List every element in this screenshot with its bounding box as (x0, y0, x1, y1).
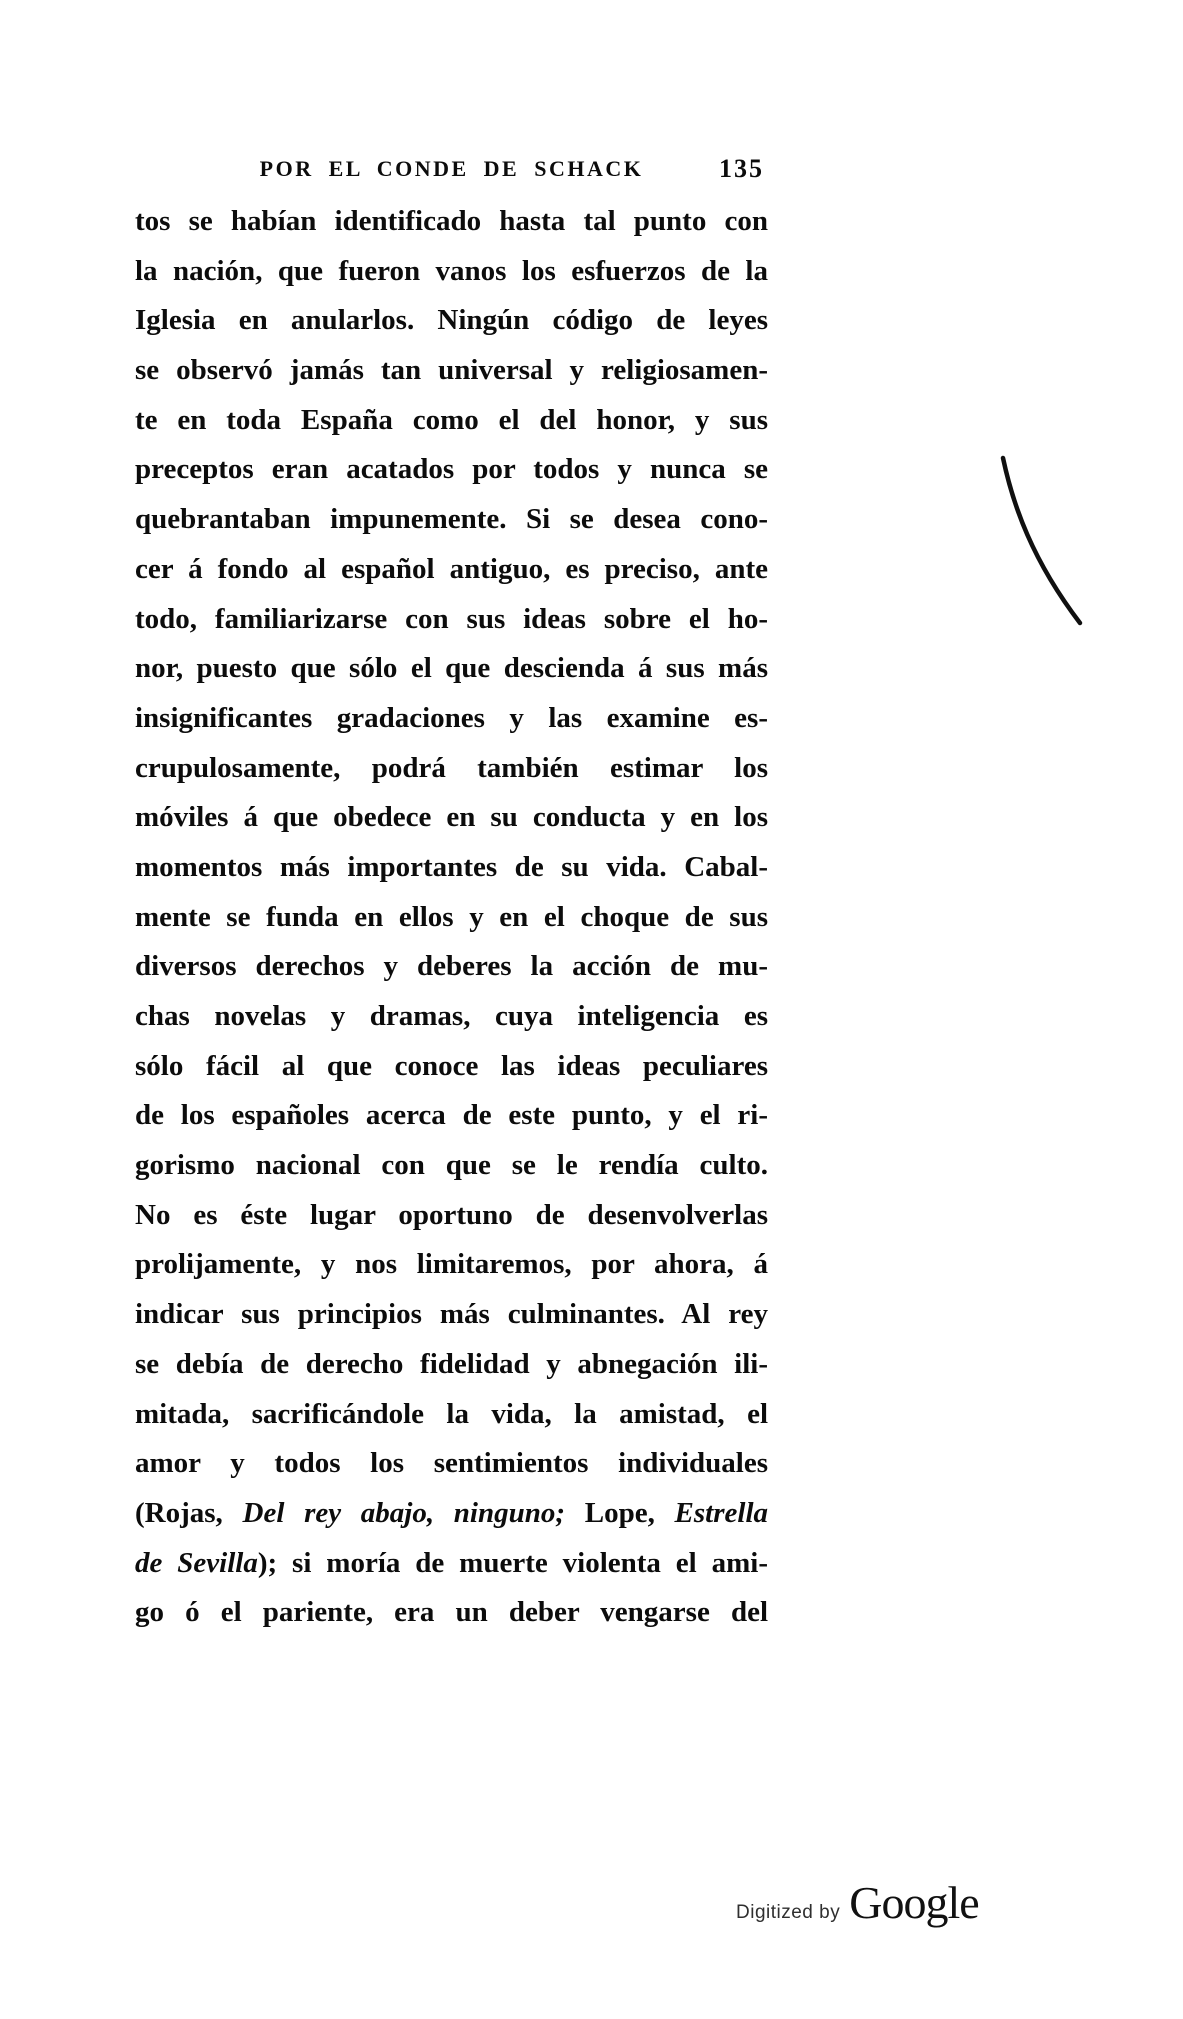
text-line (135, 1191, 768, 1241)
text-line (135, 445, 768, 495)
page-header (135, 156, 768, 186)
text-line (135, 1141, 768, 1191)
google-watermark (736, 1876, 979, 1929)
body-text-segment: momentos más importantes de su vida. Cabal- (135, 850, 768, 883)
text-line (135, 396, 768, 446)
body-text-segment: quebrantaban impunemente. Si se desea cono- (135, 503, 768, 536)
text-line (135, 1588, 768, 1638)
body-text-segment: (Rojas, (135, 1496, 243, 1529)
digitized-by-label: Digitized by (736, 1902, 841, 1923)
text-line (135, 992, 768, 1042)
body-text-segment: insignificantes gradaciones y las examine es- (135, 701, 768, 734)
body-text-segment: gorismo nacional con que se le rendía culto. (135, 1149, 768, 1182)
body-text-segment: No es éste lugar oportuno de desenvolverlas (135, 1198, 768, 1231)
text-line (135, 1290, 768, 1340)
running-title: POR EL CONDE DE SCHACK (259, 156, 644, 181)
text-line (135, 893, 768, 943)
text-line (135, 744, 768, 794)
body-text-segment: te en toda España como el del honor, y sus (135, 403, 768, 436)
text-line (135, 694, 768, 744)
body-text-segment: preceptos eran acatados por todos y nunca se (135, 453, 768, 486)
body-text-segment: go ó el pariente, era un deber vengarse del (135, 1596, 768, 1629)
google-logo-text: Google (849, 1877, 979, 1928)
italic-title-text: de Sevilla (135, 1546, 258, 1579)
body-text-segment: crupulosamente, podrá también estimar los (135, 751, 768, 784)
body-text-segment: de los españoles acerca de este punto, y el ri- (135, 1099, 768, 1132)
body-text-segment: se observó jamás tan universal y religiosamen- (135, 354, 768, 387)
text-line (135, 595, 768, 645)
body-text-segment: mente se funda en ellos y en el choque de sus (135, 900, 768, 933)
body-text-segment: nor, puesto que sólo el que descienda á sus más (135, 652, 768, 685)
text-line (135, 346, 768, 396)
body-text-segment: mitada, sacrificándole la vida, la amistad, el (135, 1397, 768, 1430)
text-line (135, 1240, 768, 1290)
text-line (135, 545, 768, 595)
text-line (135, 197, 768, 247)
body-text-segment: Lope, (565, 1496, 675, 1529)
italic-title-text: Del rey abajo, ninguno; (242, 1496, 566, 1529)
body-text-segment: móviles á que obedece en su conducta y en los (135, 801, 768, 834)
body-text-segment: prolijamente, y nos limitaremos, por ahora, á (135, 1248, 768, 1281)
text-line (135, 247, 768, 297)
text-line (135, 942, 768, 992)
body-text-segment: Iglesia en anularlos. Ningún código de leyes (135, 304, 768, 337)
italic-title-text: Estrella (674, 1496, 769, 1529)
text-line (135, 1042, 768, 1092)
body-text-segment: tos se habían identificado hasta tal punto con (135, 205, 768, 237)
text-line (135, 644, 768, 694)
text-line (135, 1091, 768, 1141)
body-text-segment: todo, familiarizarse con sus ideas sobre el ho- (135, 602, 768, 635)
page-number: 135 (719, 154, 764, 183)
body-text-segment: la nación, que fueron vanos los esfuerzos de la (135, 254, 768, 287)
body-text-segment: diversos derechos y deberes la acción de mu- (135, 950, 768, 983)
body-text-segment: indicar sus principios más culminantes. Al rey (135, 1298, 768, 1331)
body-text-segment: se debía de derecho fidelidad y abnegación ili- (135, 1347, 768, 1380)
text-line (135, 843, 768, 893)
text-line (135, 296, 768, 346)
body-text-segment: cer á fondo al español antiguo, es preciso, ante (135, 552, 768, 585)
text-line (135, 1340, 768, 1390)
text-line (135, 1539, 768, 1589)
text-line (135, 793, 768, 843)
body-text-segment: chas novelas y dramas, cuya inteligencia es (135, 1000, 768, 1032)
text-line (135, 1439, 768, 1489)
text-line (135, 495, 768, 545)
text-line (135, 1390, 768, 1440)
text-line (135, 1489, 768, 1539)
body-text-segment: sólo fácil al que conoce las ideas peculiares (135, 1049, 768, 1082)
body-text-segment: ); si moría de muerte violenta el ami- (257, 1546, 769, 1579)
body-text (135, 197, 768, 1638)
body-text-segment: amor y todos los sentimientos individuales (135, 1447, 768, 1480)
